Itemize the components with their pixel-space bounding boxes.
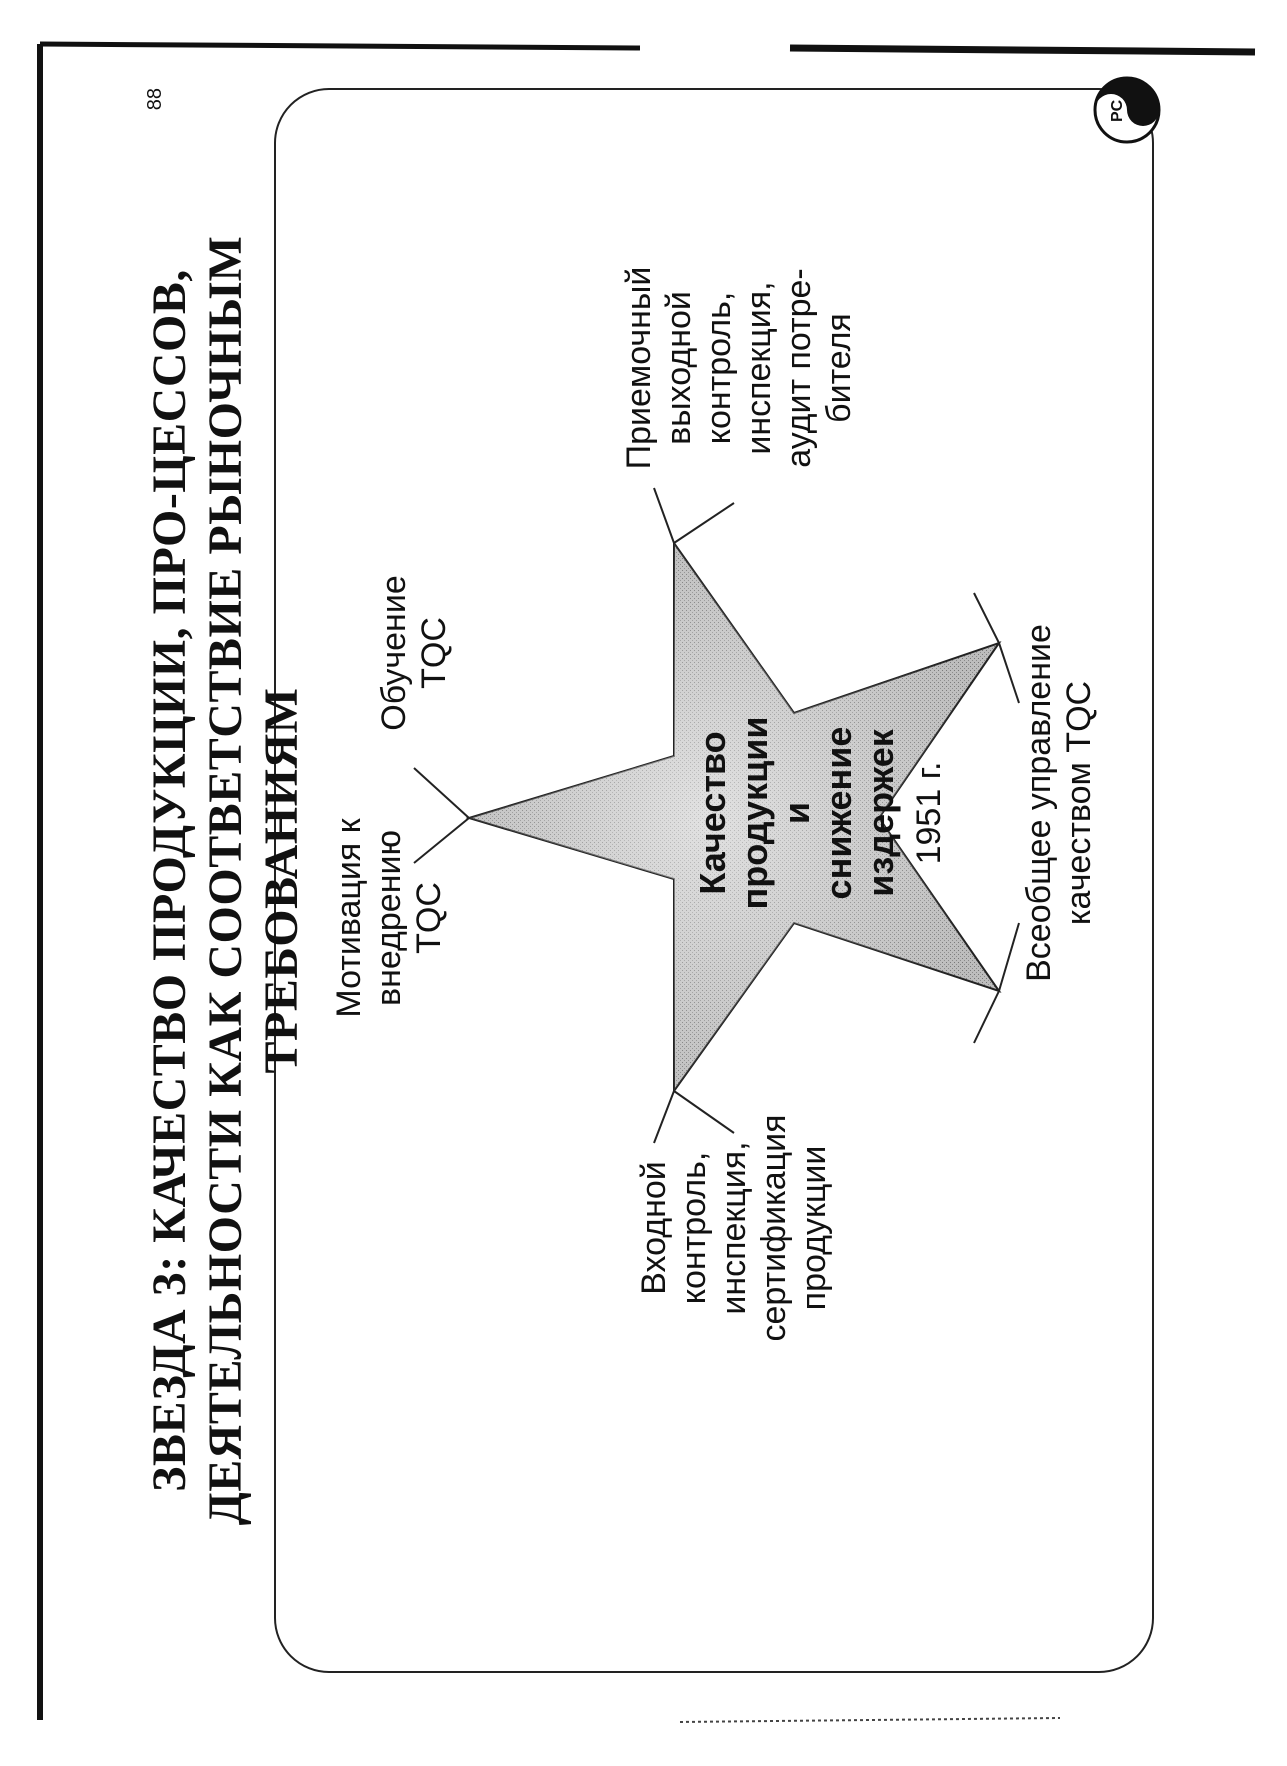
label-incoming-control: Входной контроль, инспекция, сертификация продукции	[634, 1114, 833, 1342]
slide	[114, 63, 1174, 1703]
logo-text: PC	[1108, 99, 1126, 122]
page-number: 88	[143, 88, 166, 111]
label-training: Обучение TQC	[374, 575, 453, 731]
title-line-3: ТРЕБОВАНИЯМ	[254, 687, 308, 1074]
label-acceptance-control: Приемочный выходной контроль, инспекция, аудит потре- бителя	[619, 266, 858, 470]
label-tqc: Всеобщее управление качеством TQC	[1019, 624, 1098, 982]
title-line-1: ЗВЕЗДА 3: КАЧЕСТВО ПРОДУКЦИИ, ПРО-ЦЕССОВ,	[142, 269, 196, 1492]
label-motivation: Мотивация к внедрению TQC	[329, 818, 448, 1018]
title-line-2: ДЕЯТЕЛЬНОСТИ КАК СООТВЕТСТВИЕ РЫНОЧНЫМ	[198, 235, 252, 1526]
label-year: 1951 г.	[909, 761, 948, 865]
logo-icon	[1092, 75, 1162, 145]
star-center-label: Качество продукции и снижение издержек	[691, 716, 901, 910]
